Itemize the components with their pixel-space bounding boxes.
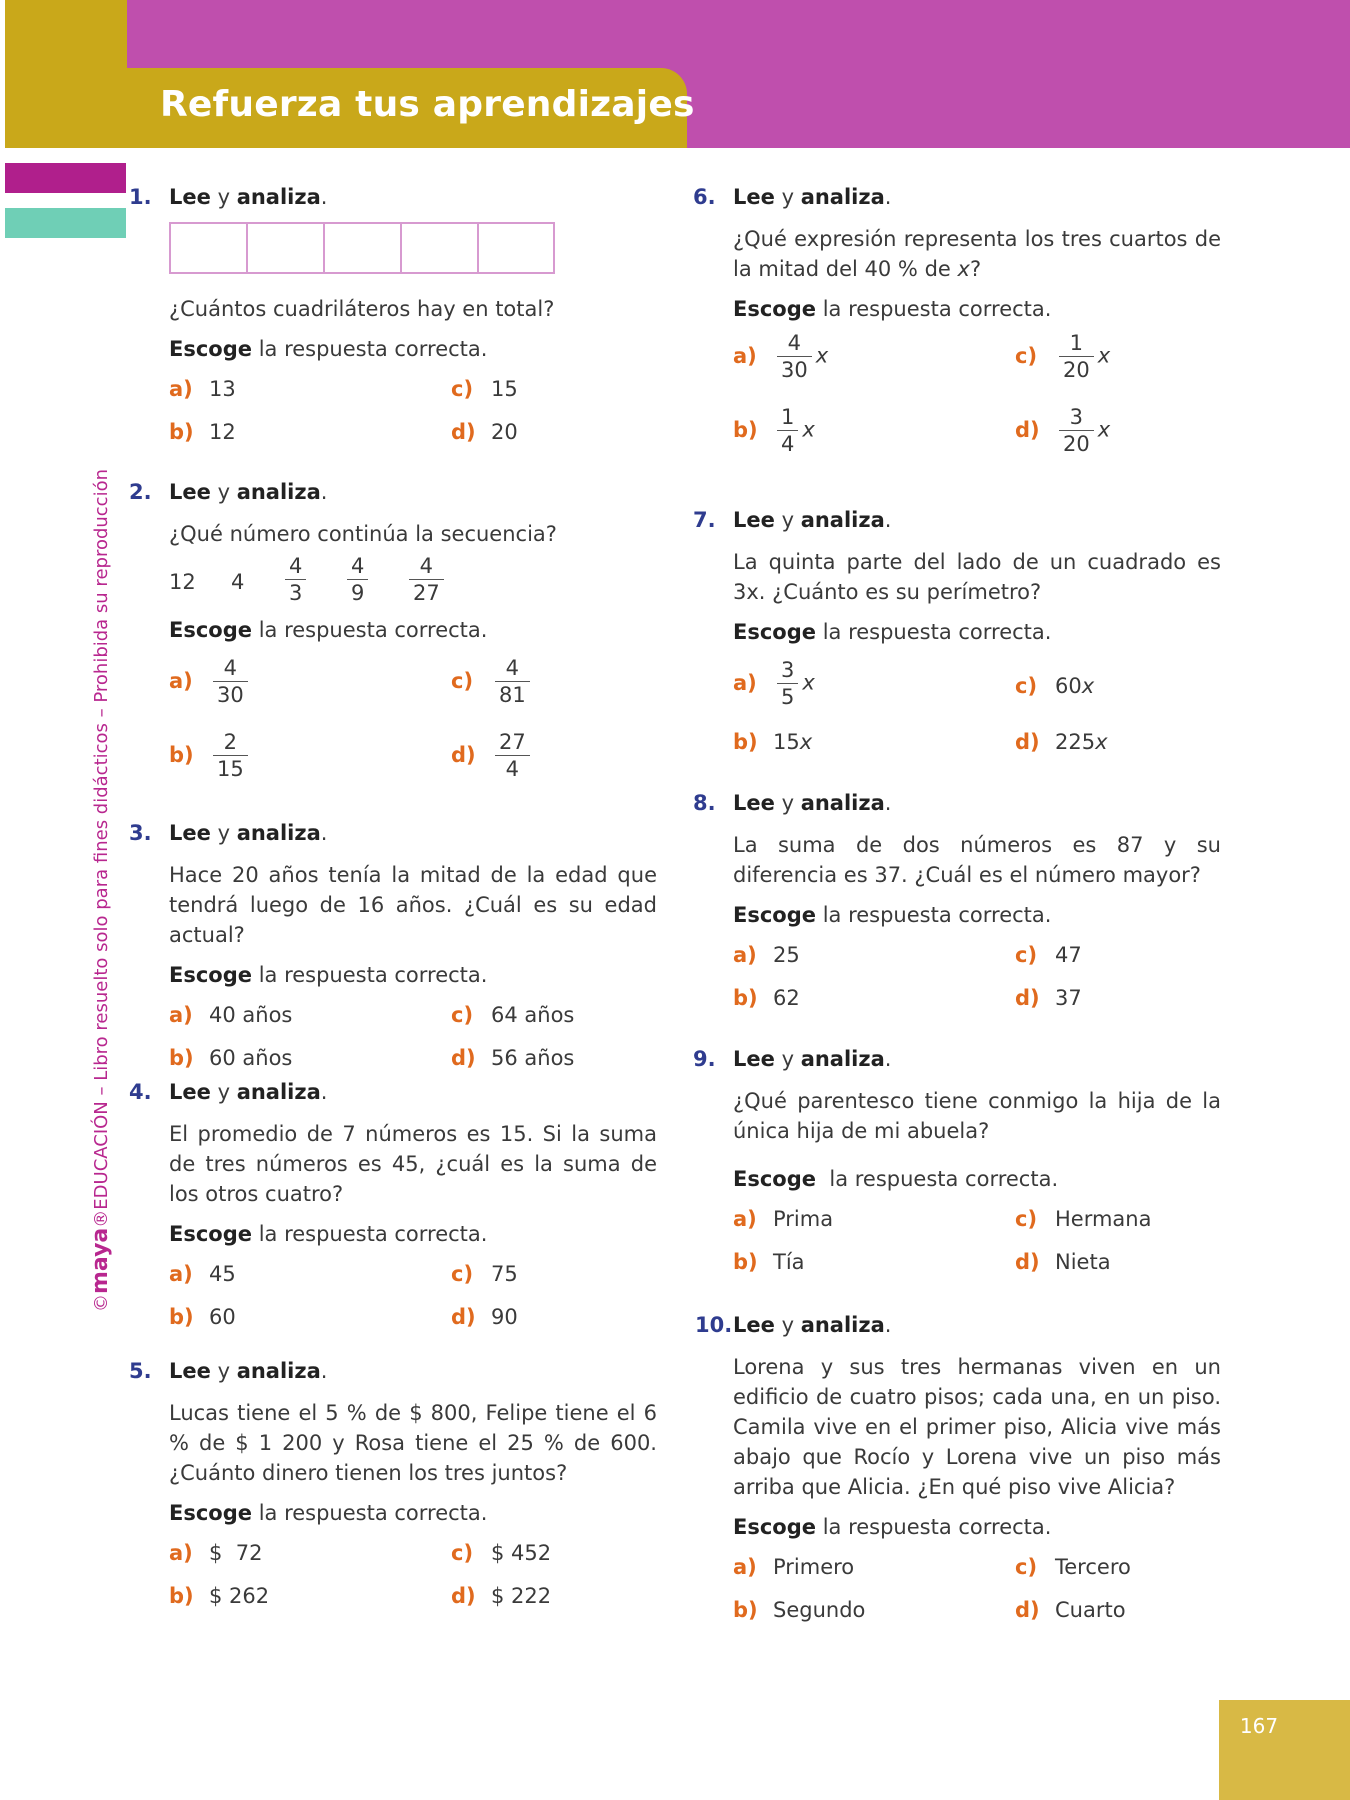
question-8: 8. Lee y analiza. La suma de dos números es 87 y su diferencia es 37. ¿Cuál es el número mayor? Escoge la respuesta correcta. a) 25 c) 47 b) 62 d) 37 xyxy=(733,788,1221,1018)
page-title: Refuerza tus aprendizajes xyxy=(160,84,695,125)
option-a[interactable]: a) Primero xyxy=(733,1555,855,1579)
option-b[interactable]: b) $ 262 xyxy=(169,1584,270,1608)
option-a[interactable]: a) Prima xyxy=(733,1207,834,1231)
question-prompt: La quinta parte del lado de un cuadrado es 3x. ¿Cuánto es su perímetro? xyxy=(733,550,1221,604)
question-prompt: ¿Qué número continúa la secuencia? xyxy=(169,522,557,546)
option-a[interactable]: a) 25 xyxy=(733,943,800,967)
option-a[interactable]: a) 40 años xyxy=(169,1003,293,1027)
page-number: 167 xyxy=(1239,1714,1279,1738)
option-a[interactable]: a) $ 72 xyxy=(169,1541,263,1565)
question-number: 4. xyxy=(129,1080,152,1104)
option-a[interactable]: a) $\frac{4}{30}$ x xyxy=(733,331,829,382)
option-d[interactable]: d) $\frac{3}{20}$ x xyxy=(1015,405,1111,456)
option-b[interactable]: b) $\frac{2}{15}$ xyxy=(169,729,252,782)
option-b[interactable]: b) Tía xyxy=(733,1250,805,1274)
option-c[interactable]: c) 60x xyxy=(1015,674,1095,698)
analiza-label: analiza xyxy=(236,185,321,209)
option-c[interactable]: c) 15 xyxy=(451,377,518,401)
option-d[interactable]: d) Nieta xyxy=(1015,1250,1111,1274)
option-b[interactable]: b) Segundo xyxy=(733,1598,866,1622)
option-c[interactable]: c) $\frac{1}{20}$ x xyxy=(1015,331,1111,382)
question-prompt: Hace 20 años tenía la mitad de la edad que tendrá luego de 16 años. ¿Cuál es su edad actual? xyxy=(169,863,657,947)
question-number: 10. xyxy=(695,1313,733,1337)
question-prompt: La suma de dos números es 87 y su diferencia es 37. ¿Cuál es el número mayor? xyxy=(733,833,1221,887)
question-1: 1. Lee y analiza. ¿Cuántos cuadriláteros hay en total? Escoge la respuesta correcta. a) 13 c) 15 b) 12 d) 20 xyxy=(169,182,659,452)
credit-brand: maya xyxy=(88,1227,113,1294)
option-b[interactable]: b) 62 xyxy=(733,986,800,1010)
question-number: 9. xyxy=(693,1047,716,1071)
quadrilateral-figure xyxy=(169,214,659,294)
option-c[interactable]: c) 47 xyxy=(1015,943,1082,967)
question-2: 2. Lee y analiza. ¿Qué número continúa la secuencia? 12 4 $\frac{4}{3}$ $\frac{4}{9}$ $\frac{4}{27}$ Escoge la respuesta correcta. a) $\frac{4}{30}$ c) $\frac{4}{81}$ b) $\frac{2}{15}$ d) $\frac{27}{4}$ xyxy=(169,477,659,791)
question-number: 1. xyxy=(129,185,152,209)
option-b[interactable]: b) 60 xyxy=(169,1305,236,1329)
option-a[interactable]: a) 13 xyxy=(169,377,236,401)
option-d[interactable]: d) Cuarto xyxy=(1015,1598,1126,1622)
option-c[interactable]: c) Tercero xyxy=(1015,1555,1131,1579)
question-number: 2. xyxy=(129,480,152,504)
escoge-label: Escoge xyxy=(169,337,252,361)
option-a[interactable]: a) $\frac{3}{5}$ x xyxy=(733,658,815,709)
option-c[interactable]: c) $\frac{4}{81}$ xyxy=(451,655,534,708)
option-b[interactable]: b) 12 xyxy=(169,420,236,444)
question-number: 5. xyxy=(129,1359,152,1383)
question-6: 6. Lee y analiza. ¿Qué expresión representa los tres cuartos de la mitad del 40 % de x? Escoge la respuesta correcta. a) $\frac{4}{30}$ x c) $\frac{1}{20}$ x b) $\frac{1}{4}$ x d) $\frac{3}{20}$ x xyxy=(733,182,1221,470)
y-label: y xyxy=(217,185,230,209)
side-tab-teal xyxy=(5,208,126,238)
option-c[interactable]: c) $ 452 xyxy=(451,1541,552,1565)
question-prompt: ¿Qué parentesco tiene conmigo la hija de la única hija de mi abuela? xyxy=(733,1089,1221,1143)
option-d[interactable]: d) 56 años xyxy=(451,1046,575,1070)
credit-prefix: © xyxy=(91,1294,112,1312)
question-prompt: El promedio de 7 números es 15. Si la suma de tres números es 45, ¿cuál es la suma de los otros cuatro? xyxy=(169,1122,657,1206)
question-prompt: ¿Qué expresión representa los tres cuartos de la mitad del 40 % de x? xyxy=(733,227,1221,281)
option-b[interactable]: b) 15x xyxy=(733,730,813,754)
question-prompt: ¿Cuántos cuadriláteros hay en total? xyxy=(169,297,555,321)
option-a[interactable]: a) $\frac{4}{30}$ xyxy=(169,655,252,708)
lee-label: Lee xyxy=(169,185,211,209)
question-number: 8. xyxy=(693,791,716,815)
option-c[interactable]: c) 75 xyxy=(451,1262,518,1286)
header-accent xyxy=(5,0,127,68)
option-d[interactable]: d) 90 xyxy=(451,1305,518,1329)
option-b[interactable]: b) 60 años xyxy=(169,1046,293,1070)
question-prompt: Lorena y sus tres hermanas viven en un edificio de cuatro pisos; cada una, en un piso. Camila vive en el primer piso, Alicia vive más abajo que Rocío y Lorena vive un piso más arriba que Alicia. ¿En qué piso vive Alicia? xyxy=(733,1355,1221,1499)
question-10: 10. Lee y analiza. Lorena y sus tres hermanas viven en un edificio de cuatro pisos; cada una, en un piso. Camila vive en el primer piso, Alicia vive más abajo que Rocío y Lorena vive un piso más arriba que Alicia. ¿En qué piso vive Alicia? Escoge la respuesta correcta. a) Primero c) Tercero b) Segundo d) Cuarto xyxy=(733,1310,1221,1630)
question-7: 7. Lee y analiza. La quinta parte del lado de un cuadrado es 3x. ¿Cuánto es su perímetro? Escoge la respuesta correcta. a) $\frac{3}{5}$ x c) 60x b) 15x d) 225x xyxy=(733,505,1221,773)
option-d[interactable]: d) $ 222 xyxy=(451,1584,552,1608)
option-d[interactable]: d) 225x xyxy=(1015,730,1108,754)
question-5: 5. Lee y analiza. Lucas tiene el 5 % de $ 800, Felipe tiene el 6 % de $ 1 200 y Rosa tiene el 25 % de 600. ¿Cuánto dinero tienen los tres juntos? Escoge la respuesta correcta. a) $ 72 c) $ 452 b) $ 262 d) $ 222 xyxy=(169,1356,657,1616)
question-4: 4. Lee y analiza. El promedio de 7 números es 15. Si la suma de tres números es 45, ¿cuál es la suma de los otros cuatro? Escoge la respuesta correcta. a) 45 c) 75 b) 60 d) 90 xyxy=(169,1077,657,1337)
option-d[interactable]: d) 37 xyxy=(1015,986,1082,1010)
instruction-text: la respuesta correcta. xyxy=(258,337,488,361)
question-number: 3. xyxy=(129,821,152,845)
question-number: 7. xyxy=(693,508,716,532)
credit-text: ®EDUCACIÓN – Libro resuelto solo para fines didácticos – Prohibida su reproducción xyxy=(91,468,112,1228)
option-c[interactable]: c) Hermana xyxy=(1015,1207,1152,1231)
option-d[interactable]: d) 20 xyxy=(451,420,518,444)
question-prompt: Lucas tiene el 5 % de $ 800, Felipe tiene el 6 % de $ 1 200 y Rosa tiene el 25 % de 600. ¿Cuánto dinero tienen los tres juntos? xyxy=(169,1401,657,1485)
option-a[interactable]: a) 45 xyxy=(169,1262,236,1286)
question-number: 6. xyxy=(693,185,716,209)
option-d[interactable]: d) $\frac{27}{4}$ xyxy=(451,729,534,782)
question-3: 3. Lee y analiza. Hace 20 años tenía la mitad de la edad que tendrá luego de 16 años. ¿Cuál es su edad actual? Escoge la respuesta correcta. a) 40 años c) 64 años b) 60 años d) 56 años xyxy=(169,818,657,1078)
option-c[interactable]: c) 64 años xyxy=(451,1003,575,1027)
copyright-credit xyxy=(88,469,113,1312)
option-b[interactable]: b) $\frac{1}{4}$ x xyxy=(733,405,815,456)
number-sequence: 12 4 $\frac{4}{3}$ $\frac{4}{9}$ $\frac{4}{27}$ xyxy=(169,553,659,615)
question-9: 9. Lee y analiza. ¿Qué parentesco tiene conmigo la hija de la única hija de mi abuela? Escoge la respuesta correcta. a) Prima c) Hermana b) Tía d) Nieta xyxy=(733,1044,1221,1282)
side-tab-magenta xyxy=(5,163,126,193)
